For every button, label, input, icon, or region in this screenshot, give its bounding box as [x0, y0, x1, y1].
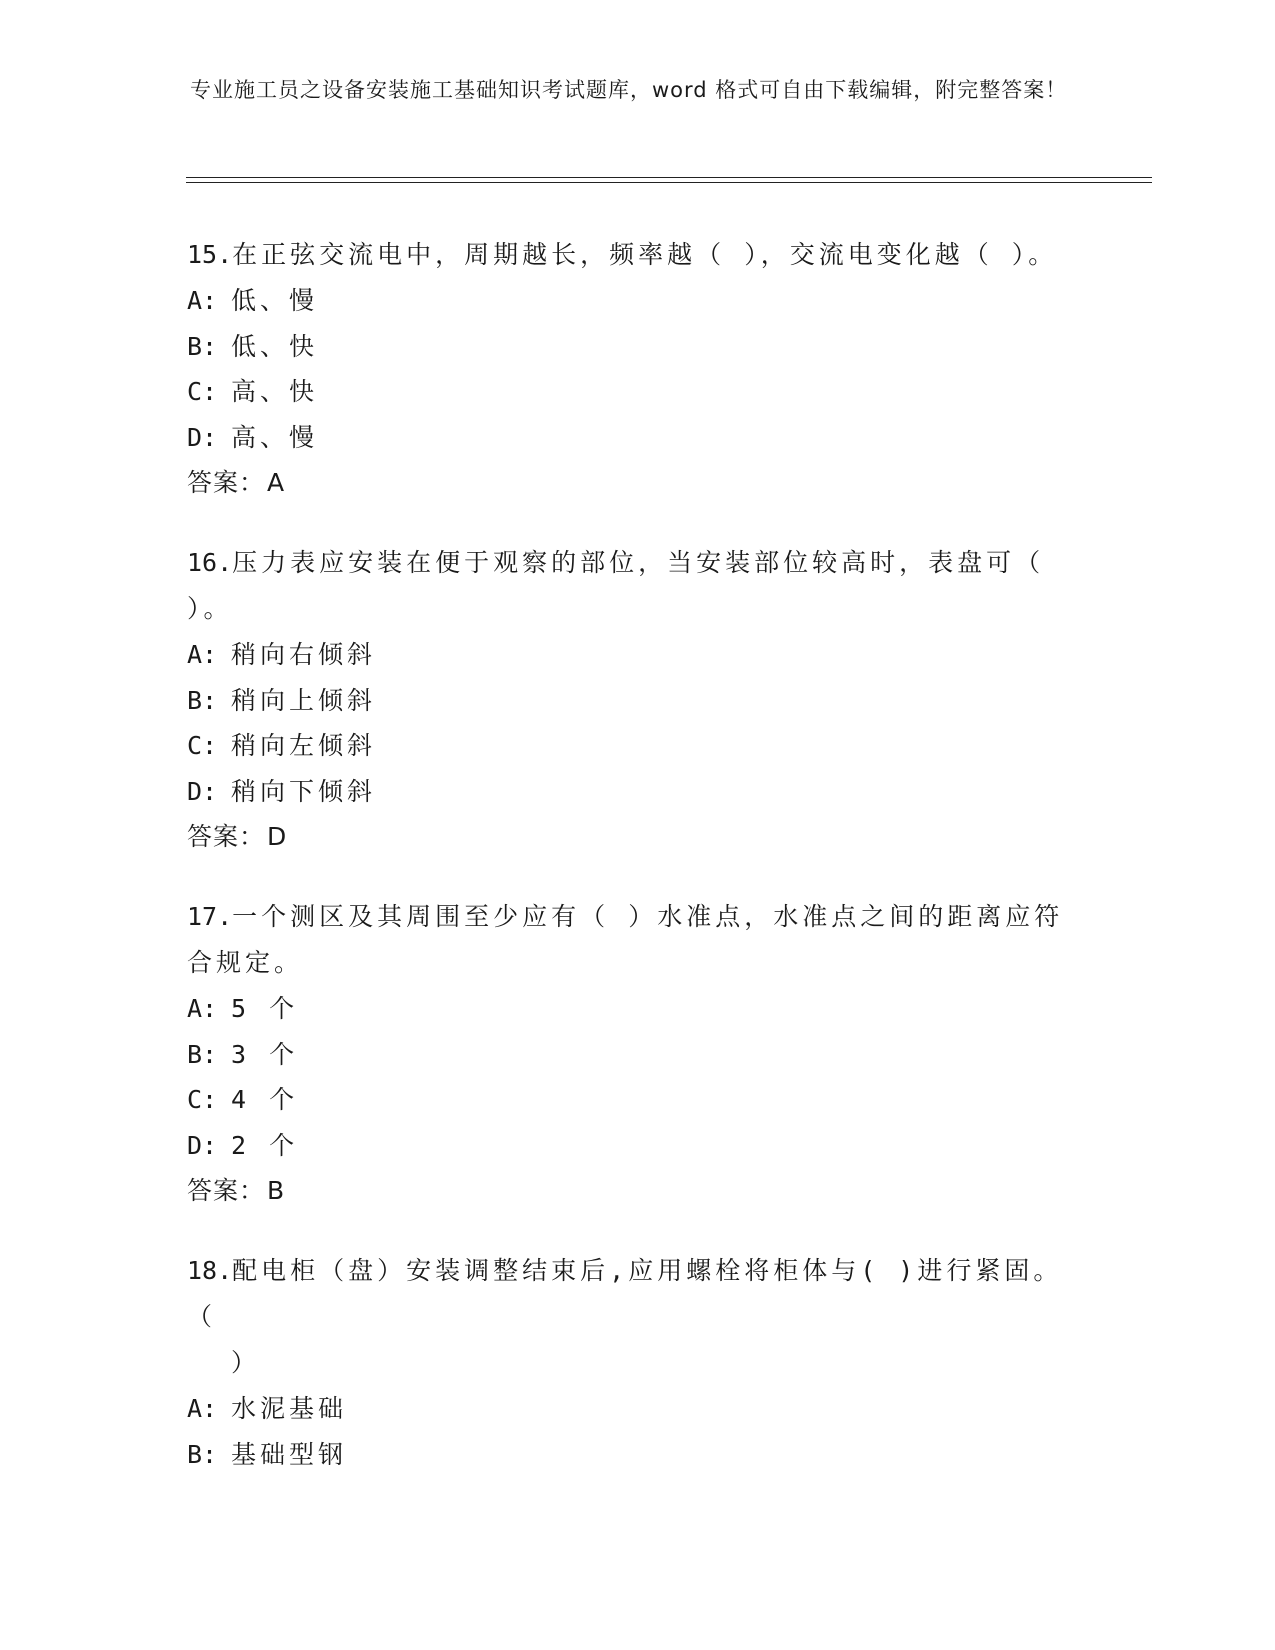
question-15	[187, 232, 1067, 506]
option-b	[187, 324, 1067, 370]
answer-value: A	[267, 468, 286, 497]
option-a	[187, 278, 1067, 324]
question-17	[187, 894, 1067, 1214]
option-letter: B:	[187, 1039, 218, 1069]
answer-value: D	[267, 822, 288, 851]
option-text: 4 个	[231, 1085, 299, 1114]
question-stem	[187, 232, 1067, 278]
document-header: 专业施工员之设备安装施工基础知识考试题库，word 格式可自由下载编辑，附完整答案！	[190, 78, 1068, 102]
answer-label: 答案：	[187, 468, 266, 497]
option-letter: A:	[187, 994, 218, 1023]
question-stem	[187, 1248, 1067, 1386]
answer-label: 答案：	[187, 822, 266, 851]
question-number: 17.	[187, 902, 233, 931]
option-list	[187, 986, 1067, 1168]
header-rule-bottom	[186, 182, 1152, 183]
question-text-continued: ）	[231, 1348, 261, 1377]
option-d	[187, 415, 1067, 461]
option-letter: A:	[187, 1394, 218, 1423]
option-list	[187, 632, 1067, 814]
option-letter: A:	[187, 640, 218, 669]
option-letter: B:	[187, 1439, 218, 1469]
option-text: 基础型钢	[231, 1439, 348, 1469]
answer-line	[187, 1168, 1067, 1214]
option-d	[187, 769, 1067, 815]
option-c	[187, 1077, 1067, 1123]
option-letter: B:	[187, 685, 218, 715]
option-list	[187, 1386, 1067, 1477]
option-letter: C:	[187, 731, 218, 760]
question-list	[187, 232, 1067, 1511]
option-letter: C:	[187, 377, 218, 406]
option-list	[187, 278, 1067, 460]
option-text: 5 个	[231, 994, 299, 1023]
option-text: 稍向下倾斜	[231, 776, 377, 806]
option-c	[187, 723, 1067, 769]
option-a	[187, 986, 1067, 1032]
answer-value: B	[267, 1176, 286, 1205]
header-rule-top	[186, 177, 1152, 178]
option-b	[187, 1032, 1067, 1078]
question-number: 15.	[187, 240, 233, 269]
option-text: 稍向上倾斜	[231, 685, 377, 715]
question-stem	[187, 540, 1067, 632]
option-text: 高、慢	[231, 422, 319, 452]
answer-line	[187, 460, 1067, 506]
option-text: 低、慢	[231, 286, 319, 315]
question-18	[187, 1248, 1067, 1477]
answer-line	[187, 814, 1067, 860]
question-number: 16.	[187, 548, 233, 577]
option-letter: C:	[187, 1085, 218, 1114]
option-letter: D:	[187, 1130, 218, 1160]
question-number: 18.	[187, 1256, 233, 1285]
option-c	[187, 369, 1067, 415]
option-text: 高、快	[231, 377, 319, 406]
option-letter: A:	[187, 286, 218, 315]
option-text: 2 个	[231, 1130, 299, 1160]
option-text: 3 个	[231, 1039, 299, 1069]
option-a	[187, 1386, 1067, 1432]
option-text: 稍向左倾斜	[231, 731, 377, 760]
option-letter: D:	[187, 776, 218, 806]
question-text-continued: ）。	[187, 594, 233, 623]
option-b	[187, 1432, 1067, 1478]
option-text: 水泥基础	[231, 1394, 348, 1423]
option-text: 低、快	[231, 331, 319, 361]
option-letter: B:	[187, 331, 218, 361]
answer-label: 答案：	[187, 1176, 266, 1205]
question-text: 在正弦交流电中，周期越长，频率越（ ），交流电变化越（ ）。	[232, 240, 1058, 269]
option-a	[187, 632, 1067, 678]
option-d	[187, 1123, 1067, 1169]
option-text: 稍向右倾斜	[231, 640, 377, 669]
option-letter: D:	[187, 422, 218, 452]
question-16	[187, 540, 1067, 860]
question-text: 压力表应安装在便于观察的部位，当安装部位较高时，表盘可（	[232, 548, 1045, 577]
question-text: 一个测区及其周围至少应有（ ）水准点，水准点之间的距离应符	[232, 902, 1064, 931]
question-stem	[187, 894, 1067, 986]
question-text-continued: 合规定。	[187, 948, 304, 977]
option-b	[187, 678, 1067, 724]
question-text: 配电柜（盘）安装调整结束后,应用螺栓将柜体与( )进行紧固。（	[187, 1256, 1063, 1331]
